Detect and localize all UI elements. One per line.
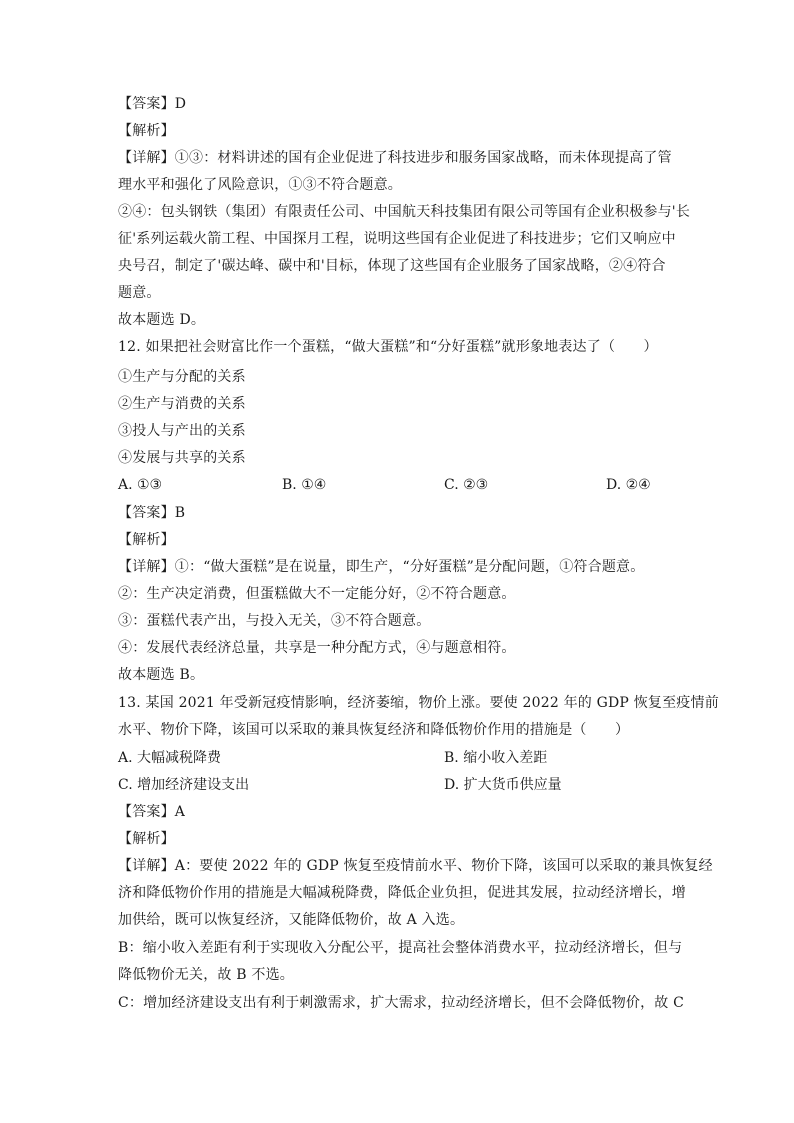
explanation-line: 央号召，制定了'碳达峰、碳中和'目标，体现了这些国有企业服务了国家战略，②④符合: [118, 258, 666, 274]
explanation-line: C：增加经济建设支出有利于刺激需求，扩大需求，拉动经济增长，但不会降低物价，故 C: [118, 995, 685, 1011]
q13-option-d: D. 扩大货币供应量: [444, 777, 562, 793]
explanation-line: 理水平和强化了风险意识，①③不符合题意。: [118, 177, 402, 193]
question-12-item: ④发展与共享的关系: [118, 450, 246, 466]
q13-option-b: B. 缩小收入差距: [444, 750, 548, 766]
answer-label: 【答案】B: [118, 505, 186, 521]
q13-option-a: A. 大幅减税降费: [118, 750, 222, 766]
explanation-line: 题意。: [118, 285, 161, 301]
explanation-line: ②④：包头钢铁（集团）有限责任公司、中国航天科技集团有限公司等国有企业积极参与'长: [118, 204, 691, 220]
explanation-line: 加供给，既可以恢复经济，又能降低物价，故 A 入选。: [118, 912, 465, 928]
q12-option-a: A. ①③: [118, 477, 163, 493]
explanation-line: 【详解】①：“做大蛋糕”是在说量，即生产，“分好蛋糕”是分配问题，①符合题意。: [118, 559, 645, 575]
conclusion-line: 故本题选 D。: [118, 312, 206, 328]
explanation-line: ②：生产决定消费，但蛋糕做大不一定能分好，②不符合题意。: [118, 586, 516, 602]
question-13-stem: 水平、物价下降，该国可以采取的兼具恢复经济和降低物价作用的措施是（ ）: [118, 722, 630, 738]
q13-option-c: C. 增加经济建设支出: [118, 777, 250, 793]
explanation-line: B：缩小收入差距有利于实现收入分配公平，提高社会整体消费水平，拉动经济增长，但与: [118, 940, 683, 956]
explanation-line: 征'系列运载火箭工程、中国探月工程，说明这些国有企业促进了科技进步；它们又响应中: [118, 231, 676, 247]
q12-option-d: D. ②④: [606, 477, 651, 493]
analysis-label: 【解析】: [118, 831, 175, 847]
answer-label: 【答案】A: [118, 804, 186, 820]
q12-option-c: C. ②③: [444, 477, 489, 493]
analysis-label: 【解析】: [118, 123, 175, 139]
explanation-line: ④：发展代表经济总量，共享是一种分配方式，④与题意相符。: [118, 640, 516, 656]
explanation-line: 降低物价无关，故 B 不选。: [118, 967, 294, 983]
question-12-stem: 12. 如果把社会财富比作一个蛋糕，“做大蛋糕”和“分好蛋糕”就形象地表达了（ ）: [118, 339, 658, 355]
question-12-item: ①生产与分配的关系: [118, 369, 246, 385]
question-13-stem: 13. 某国 2021 年受新冠疫情影响，经济萎缩，物价上涨。要使 2022 年的 GDP 恢复至疫情前: [118, 695, 719, 711]
explanation-line: 【详解】A：要使 2022 年的 GDP 恢复至疫情前水平、物价下降，该国可以采取的兼具恢复经: [118, 858, 713, 874]
explanation-line: 【详解】①③：材料讲述的国有企业促进了科技进步和服务国家战略，而未体现提高了管: [118, 150, 672, 166]
analysis-label: 【解析】: [118, 532, 175, 548]
explanation-line: 济和降低物价作用的措施是大幅减税降费，降低企业负担，促进其发展，拉动经济增长，增: [118, 885, 686, 901]
question-12-item: ②生产与消费的关系: [118, 396, 246, 412]
explanation-line: ③：蛋糕代表产出，与投入无关，③不符合题意。: [118, 613, 431, 629]
q12-option-b: B. ①④: [282, 477, 327, 493]
question-12-item: ③投人与产出的关系: [118, 423, 246, 439]
conclusion-line: 故本题选 B。: [118, 667, 205, 683]
answer-label: 【答案】D: [118, 96, 187, 112]
